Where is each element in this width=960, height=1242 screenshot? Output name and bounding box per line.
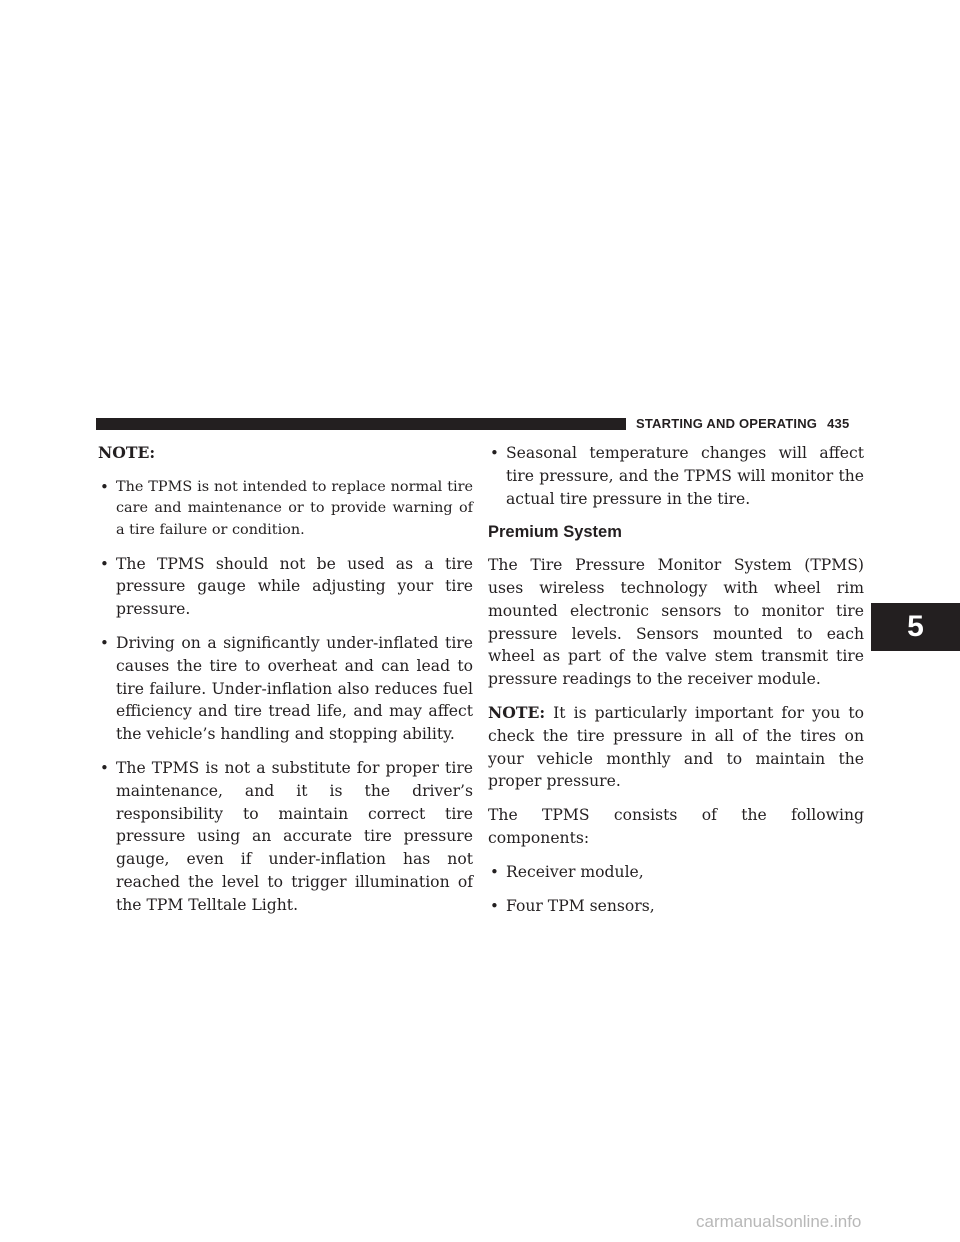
running-header [636, 416, 849, 431]
bullet-icon: • [100, 477, 109, 496]
list-item [488, 861, 864, 884]
list-item-text: The TPMS should not be used as a tire pressure gauge while adjusting your tire pressure. [116, 554, 473, 619]
list-item-text: Four TPM sensors, [506, 896, 655, 915]
watermark: carmanualsonline.info [696, 1212, 862, 1231]
list-item [98, 477, 473, 542]
bullet-icon: • [490, 896, 499, 915]
paragraph: The TPMS consists of the following components: [488, 806, 864, 847]
left-column [98, 442, 473, 928]
bullet-icon: • [100, 554, 109, 573]
note-bullet-list [98, 477, 473, 917]
note-heading: NOTE: [98, 443, 156, 462]
page-number: 435 [827, 416, 850, 431]
bullet-icon: • [490, 444, 499, 462]
list-item [98, 632, 473, 746]
list-item [488, 442, 864, 510]
bullet-icon: • [490, 862, 499, 881]
list-item-text: Receiver module, [506, 862, 644, 881]
list-item-text: The TPMS is not a substitute for proper tire maintenance, and it is the driver’s responsibility to maintain correct tire pressure using an accurate tire pressure gauge, even if under-inflation has not reached the level to trigger illumination of the TPM Telltale Light. [116, 758, 473, 914]
list-item-text: Seasonal temperature changes will affect tire pressure, and the TPMS will monitor the actual tire pressure in the tire. [506, 444, 864, 508]
list-item [98, 553, 473, 621]
list-item-text: Driving on a significantly under-inflated tire causes the tire to overheat and can lead to tire failure. Under-inflation also reduces fuel efficiency and tire tread life, and may affect the vehicle’s handling and stopping ability. [116, 633, 473, 744]
section-title-header: STARTING AND OPERATING [636, 416, 818, 431]
list-item [98, 757, 473, 917]
chapter-tab: 5 [871, 603, 960, 651]
right-column [488, 442, 864, 928]
section-heading: Premium System [488, 523, 622, 542]
bullet-icon: • [100, 758, 109, 777]
note-bullet-list-continued [488, 442, 864, 510]
bullet-icon: • [100, 633, 109, 652]
note-text: It is particularly important for you to check the tire pressure in all of the tires on your vehicle monthly and to maintain the proper pressure. [488, 703, 864, 791]
components-list [488, 861, 864, 918]
header-rule [96, 418, 626, 430]
list-item [488, 895, 864, 918]
note-label: NOTE: [488, 702, 546, 722]
paragraph: The Tire Pressure Monitor System (TPMS) uses wireless technology with wheel rim mounted electronic sensors to monitor tire pressure levels. Sensors mounted to each wheel as part of the valve stem transmit tire pressure readings to the receiver module. [488, 556, 864, 689]
list-item-text: The TPMS is not intended to replace normal tire care and maintenance or to provide warning of a tire failure or condition. [116, 478, 473, 538]
note-paragraph [488, 702, 864, 793]
